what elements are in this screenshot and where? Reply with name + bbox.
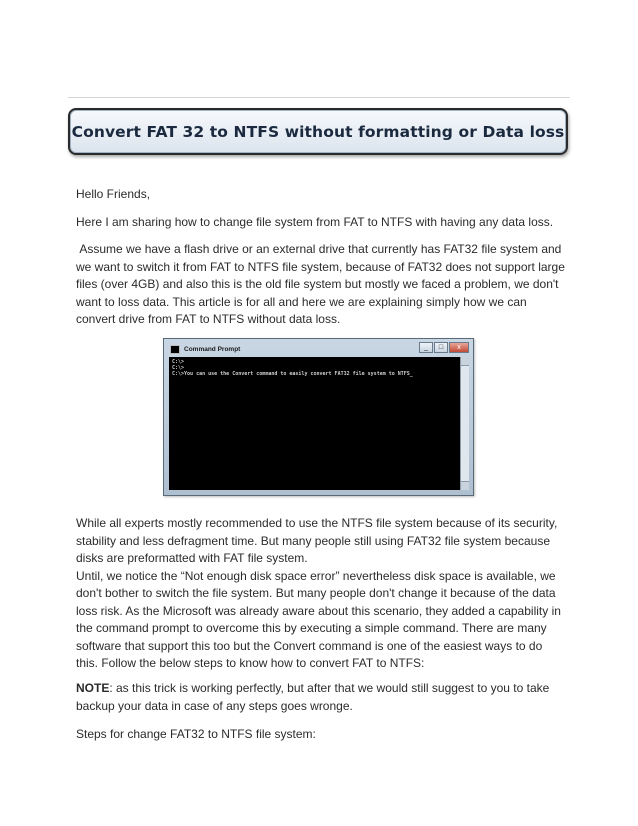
cmd-line: C:\>You can use the Convert command to easily convert FAT32 file system to NTFS_ (172, 371, 413, 377)
note-paragraph (76, 680, 566, 715)
title-banner (68, 108, 568, 155)
until-text: Until, we notice the “Not enough disk space error” nevertheless disk space is available, we don't bother to switch the file system. But many people don't change it because of the data loss risk. As the Microsoft was already aware about this scenario, they added a capability in the command prompt to overcome this by executing a simple command. There are many software that support this too but the Convert command is one of the easiest ways to do this. Follow the below steps to know how to convert FAT to NTFS: (76, 568, 561, 670)
cmd-line: C:\> (172, 365, 185, 371)
greeting-paragraph: Hello Friends, (76, 187, 151, 201)
cmd-scrollbar (460, 357, 469, 490)
note-text: : as this trick is working perfectly, but after that we would still suggest to you to take backup your data in case of any steps goes wronge. (76, 681, 550, 713)
cmd-console (169, 357, 460, 490)
minimize-icon: _ (419, 342, 433, 353)
scroll-up-icon (461, 357, 469, 366)
note-label: NOTE (76, 681, 110, 695)
experts-paragraph (76, 515, 566, 673)
cmd-line: C:\> (172, 359, 185, 365)
page-title: Convert FAT 32 to NTFS without formatting or Data loss (71, 122, 565, 141)
top-divider (68, 97, 570, 98)
intro-paragraph: Here I am sharing how to change file system from FAT to NTFS with having any data loss. (76, 215, 554, 229)
cmd-icon (170, 345, 180, 354)
command-prompt-screenshot (163, 338, 474, 496)
experts-text: While all experts mostly recommended to use the NTFS file system because of its security, stability and less defragment time. But many people still using FAT32 file system because disks are preformatted with FAT file system. (76, 516, 558, 565)
cmd-window-controls (418, 342, 469, 353)
assume-paragraph: Assume we have a flash drive or an external drive that currently has FAT32 file system and we want to switch it from FAT to NTFS file system, because of FAT32 does not support large files (over 4GB) and also this is the old file system but mostly we faced a problem, we don't want to loss data. This article is for all and here we are explaining simply how we can convert drive from FAT to NTFS without data loss. (76, 242, 569, 326)
close-icon: x (449, 342, 469, 353)
cmd-window-title: Command Prompt (184, 345, 241, 353)
maximize-icon: □ (434, 342, 448, 353)
cmd-titlebar (168, 342, 469, 356)
steps-heading: Steps for change FAT32 to NTFS file system: (76, 727, 316, 741)
scroll-down-icon (461, 481, 469, 490)
